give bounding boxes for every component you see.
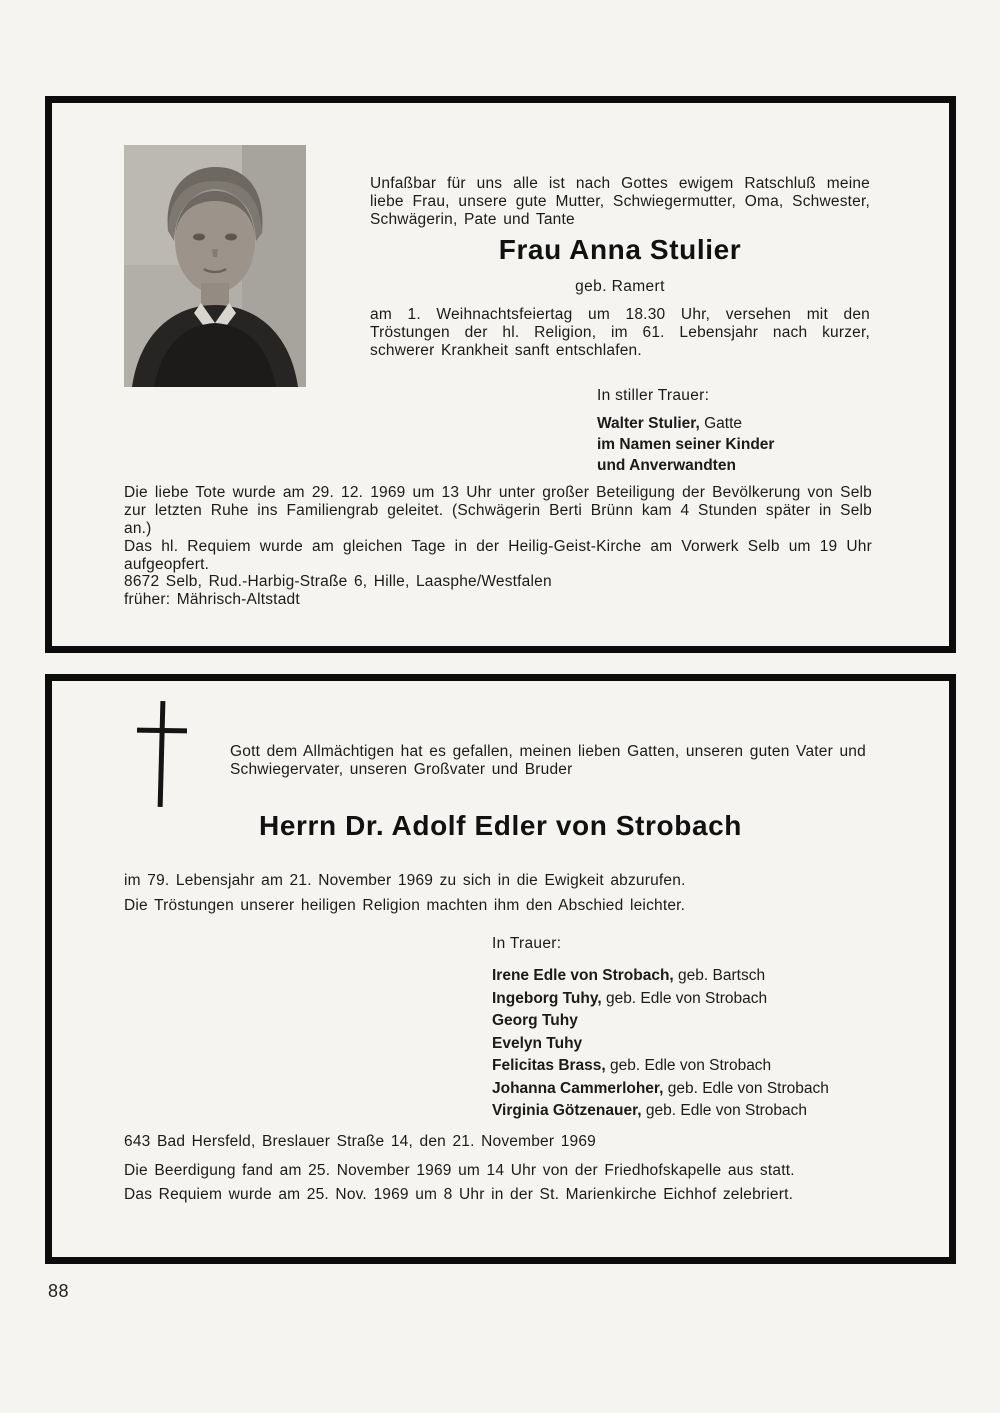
mourner-relation: Gatte: [699, 415, 743, 432]
mourner-line: [492, 1033, 922, 1056]
mourner-line: [597, 434, 897, 455]
mourner-line: [492, 988, 922, 1011]
portrait-photo: [124, 145, 306, 387]
mourner-line: [492, 1078, 922, 1101]
portrait-photo-graphic: [124, 145, 306, 387]
obituary2-death-text-2: Die Tröstungen unserer heiligen Religion machten ihm den Abschied leichter.: [124, 897, 686, 914]
obituary1-maiden-name: geb. Ramert: [575, 278, 665, 295]
mourner-name: Felicitas Brass,: [492, 1057, 606, 1074]
page-number: 88: [48, 1281, 70, 1301]
obituary2-mourning-label: In Trauer:: [492, 935, 562, 952]
mourner-relation: geb. Edle von Strobach: [605, 1057, 772, 1074]
mourner-name: Evelyn Tuhy: [492, 1034, 583, 1052]
obituary2-intro: Gott dem Allmächtigen hat es gefallen, meinen lieben Gatten, unseren guten Vater und Schwiegervater, unseren Großvater und Bruder: [230, 743, 866, 778]
mourner-line: [597, 413, 897, 434]
mourner-name: Johanna Cammerloher,: [492, 1079, 664, 1097]
obituary2-requiem-paragraph: Das Requiem wurde am 25. Nov. 1969 um 8 Uhr in der St. Marienkirche Eichhof zelebriert.: [124, 1186, 794, 1203]
obituary2-burial-paragraph: Die Beerdigung fand am 25. November 1969 um 14 Uhr von der Friedhofskapelle aus statt.: [124, 1162, 795, 1179]
mourner-relation: geb. Bartsch: [673, 967, 766, 984]
obituary1-mourning-label: In stiller Trauer:: [597, 387, 710, 404]
mourner-name: Ingeborg Tuhy,: [492, 989, 602, 1007]
mourner-line: [492, 1100, 922, 1123]
mourner-name: Walter Stulier,: [597, 415, 700, 432]
obituary1-burial-paragraph: Die liebe Tote wurde am 29. 12. 1969 um 13 Uhr unter großer Beteiligung der Bevölkerung von Selb zur letzten Ruhe ins Familiengrab geleitet. (Schwägerin Berti Brünn kam 4 Stunden später in Selb an.): [124, 484, 872, 537]
obituary2-address-date: 643 Bad Hersfeld, Breslauer Straße 14, den 21. November 1969: [124, 1133, 597, 1150]
obituary2-deceased-name: Herrn Dr. Adolf Edler von Strobach: [259, 810, 742, 841]
mourner-line: [492, 1010, 922, 1033]
obituary1-address: 8672 Selb, Rud.-Harbig-Straße 6, Hille, Laasphe/Westfalen: [124, 573, 552, 590]
mourner-name: und Anverwandten: [597, 457, 736, 474]
mourner-name: im Namen seiner Kinder: [597, 436, 775, 453]
obituary2-mourners-list: [492, 965, 922, 1123]
obituary1-mourners-list: [597, 413, 897, 476]
obituary1-former-residence: früher: Mährisch-Altstadt: [124, 591, 300, 608]
obituary-notice-anna-stulier: [45, 96, 956, 653]
mourner-relation: geb. Edle von Strobach: [641, 1102, 808, 1119]
mourner-name: Georg Tuhy: [492, 1012, 578, 1029]
mourner-line: [492, 1055, 922, 1078]
mourner-relation: geb. Edle von Strobach: [601, 989, 768, 1007]
mourner-line: [492, 965, 922, 988]
cross-icon-graphic: [132, 699, 192, 811]
obituary1-deceased-name: Frau Anna Stulier: [498, 234, 742, 265]
mourner-name: Virginia Götzenauer,: [492, 1102, 642, 1119]
obituary1-intro: Unfaßbar für uns alle ist nach Gottes ewigem Ratschluß meine liebe Frau, unsere gute Mutter, Schwiegermutter, Oma, Schwester, Schwägerin, Pate und Tante: [370, 175, 870, 228]
mourner-line: [597, 455, 897, 476]
obituary1-requiem-paragraph: Das hl. Requiem wurde am gleichen Tage in der Heilig-Geist-Kirche am Vorwerk Selb um 19 Uhr aufgeopfert.: [124, 538, 872, 573]
obituary1-death-text: am 1. Weihnachtsfeiertag um 18.30 Uhr, versehen mit den Tröstungen der hl. Religion, im 61. Lebensjahr nach kurzer, schwerer Krankheit sanft entschlafen.: [370, 306, 870, 359]
cross-icon: [132, 699, 192, 811]
obituary2-death-text-1: im 79. Lebensjahr am 21. November 1969 zu sich in die Ewigkeit abzurufen.: [124, 872, 686, 889]
mourner-name: Irene Edle von Strobach,: [492, 967, 674, 984]
obituary-notice-adolf-von-strobach: [45, 674, 956, 1264]
mourner-relation: geb. Edle von Strobach: [663, 1079, 829, 1097]
